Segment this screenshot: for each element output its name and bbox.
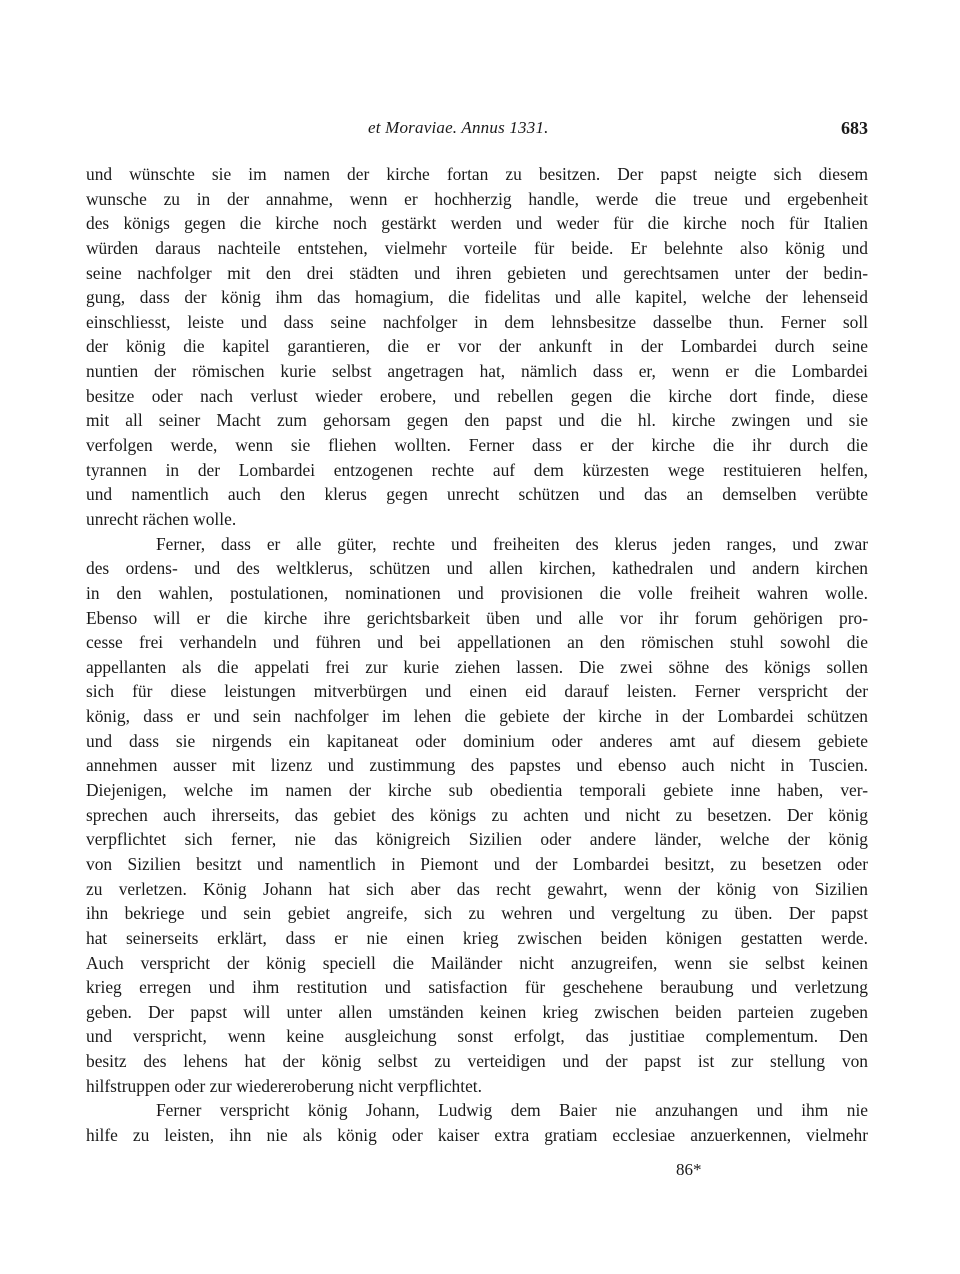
paragraph xyxy=(86,532,868,1099)
text-line: Ebenso will er die kirche ihre gerichtsbarkeit üben und alle vor ihr forum gehörigen pro- xyxy=(86,607,868,628)
text-line: verpflichtet sich ferner, nie das königreich Sizilien oder andere länder, welche der könig xyxy=(86,829,868,850)
text-line: sprechen auch ihrerseits, das gebiet des königs zu achten und nicht zu besetzen. Der könig xyxy=(86,804,868,825)
text-line: Auch verspricht der könig speciell die Mailänder nicht anzugreifen, wenn sie selbst keinen xyxy=(86,952,868,973)
text-line: ihn bekriege und sein gebiet angreife, sich zu wehren und vergeltung zu üben. Der papst xyxy=(86,903,868,924)
text-line: besitz des lehens hat der könig selbst zu verteidigen und der papst ist zur stellung von xyxy=(86,1051,868,1072)
text-line: Diejenigen, welche im namen der kirche sub obedientia temporali gebiete inne haben, ver- xyxy=(86,780,868,801)
text-line: hilfstruppen oder zur wiedereroberung nicht verpflichtet. xyxy=(86,1075,482,1096)
page-number: 683 xyxy=(841,118,868,138)
text-line: würden daraus nachteile entstehen, vielmehr vorteile für beide. Er belehnte also könig und xyxy=(86,237,868,258)
page-header xyxy=(86,118,868,148)
running-title: et Moraviae. Annus 1331. xyxy=(368,118,549,137)
text-line: des königs gegen die kirche noch gestärkt werden und weder für die kirche noch für Italien xyxy=(86,213,868,234)
text-line: besitze oder nach verlust wieder erobere, und rebellen gegen die kirche dort finde, diese xyxy=(86,385,868,406)
text-line: cesse frei verhandeln und führen und bei appellationen an den römischen stuhl sowohl die xyxy=(86,632,868,653)
text-line: gung, dass der könig ihm das homagium, die fidelitas und alle kapitel, welche der lehenseid xyxy=(86,287,868,308)
text-line: und namentlich auch den klerus gegen unrecht schützen und das an demselben verübte xyxy=(86,484,868,505)
text-line: könig, dass er und sein nachfolger im lehen die gebiete der kirche in der Lombardei schützen xyxy=(86,706,868,727)
body-text xyxy=(86,162,868,1148)
signature-mark: 86* xyxy=(676,1160,702,1179)
text-line: und dass sie nirgends ein kapitaneat oder dominium oder anderes amt auf diesem gebiete xyxy=(86,730,868,751)
document-page xyxy=(86,118,868,1148)
text-line: von Sizilien besitzt und namentlich in Piemont und der Lombardei besitzt, zu besetzen oder xyxy=(86,853,868,874)
text-line: krieg erregen und ihm restitution und satisfaction für geschehene beraubung und verletzung xyxy=(86,977,868,998)
text-line: appellanten als die appelati frei zur kurie ziehen lassen. Die zwei söhne des königs sollen xyxy=(86,656,868,677)
text-line: nuntien der römischen kurie selbst angetragen hat, nämlich dass er, wenn er die Lombardei xyxy=(86,361,868,382)
text-line: hilfe zu leisten, ihn nie als könig oder kaiser extra gratiam ecclesiae anzuerkennen, vielmehr xyxy=(86,1124,868,1145)
text-line: in den wahlen, postulationen, nominationen und provisionen die volle freiheit wahren wolle. xyxy=(86,582,868,603)
text-line: und verspricht, wenn keine ausgleichung sonst erfolgt, das justitiae complementum. Den xyxy=(86,1026,868,1047)
text-line: sich für diese leistungen mitverbürgen und einen eid darauf leisten. Ferner verspricht der xyxy=(86,681,868,702)
text-line: annehmen ausser mit lizenz und zustimmung des papstes und ebenso auch nicht in Tuscien. xyxy=(86,755,868,776)
text-line: und wünschte sie im namen der kirche fortan zu besitzen. Der papst neigte sich diesem xyxy=(86,164,868,184)
text-line: der könig die kapitel garantieren, die er vor der ankunft in der Lombardei durch seine xyxy=(86,336,868,357)
text-line: zu verletzen. König Johann hat sich aber das recht gewahrt, wenn der könig von Sizilien xyxy=(86,878,868,899)
text-line: tyrannen in der Lombardei entzogenen rechte auf dem kürzesten wege restituieren helfen, xyxy=(86,459,868,480)
text-line: seine nachfolger mit den drei städten und ihren gebieten und gerechtsamen unter der bedin- xyxy=(86,262,868,283)
text-line: Ferner, dass er alle güter, rechte und freiheiten des klerus jeden ranges, und zwar xyxy=(156,533,868,554)
text-line: unrecht rächen wolle. xyxy=(86,508,237,529)
text-line: geben. Der papst will unter allen umständen keinen krieg zwischen beiden parteien zugeben xyxy=(86,1001,868,1022)
text-line: hat seinerseits erklärt, dass er nie einen krieg zwischen beiden königen gestatten werde. xyxy=(86,927,868,948)
text-line: wunsche zu in der annahme, wenn er hochherzig handle, werde die treue und ergebenheit xyxy=(86,188,868,209)
paragraph xyxy=(86,162,868,532)
text-line: verfolgen werde, wenn sie fliehen wollten. Ferner dass er der kirche die ihr durch die xyxy=(86,435,868,456)
paragraph xyxy=(86,1098,868,1147)
text-line: des ordens- und des weltklerus, schützen und allen kirchen, kathedralen und andern kirchen xyxy=(86,558,868,579)
text-line: mit all seiner Macht zum gehorsam gegen den papst und die hl. kirche zwingen und sie xyxy=(86,410,868,431)
text-line: einschliesst, leiste und dass seine nachfolger in dem lehnsbesitze dasselbe thun. Ferner soll xyxy=(86,311,868,332)
text-line: Ferner verspricht könig Johann, Ludwig dem Baier nie anzuhangen und ihm nie xyxy=(156,1100,868,1121)
